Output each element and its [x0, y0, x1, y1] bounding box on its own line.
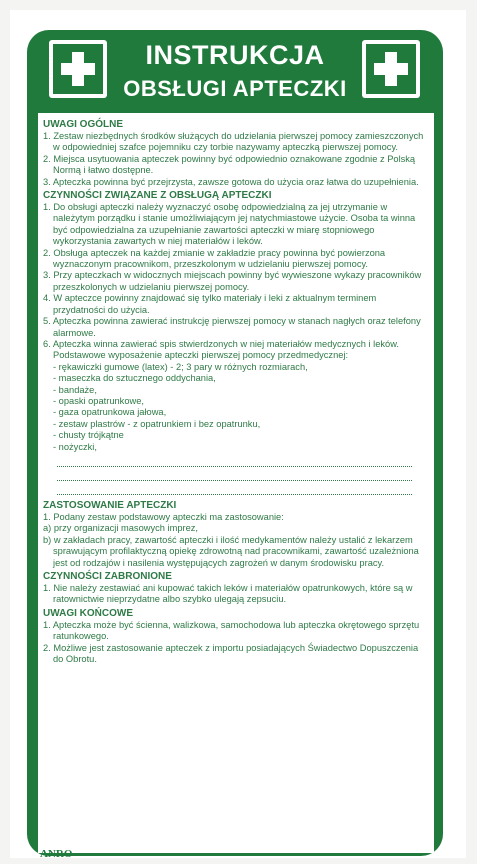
blank-fill-line: [57, 458, 412, 467]
equipment-intro: Podstawowe wyposażenie apteczki pierwszej pomocy przedmedycznej:: [53, 350, 349, 361]
equipment-item: - zestaw plastrów - z opatrunkiem i bez opatrunku,: [53, 418, 261, 429]
list-item: 6. Apteczka winna zawierać spis stwierdzonych w niej materiałów medycznych i leków.: [43, 338, 400, 349]
list-item: 2. Miejsca usytuowania apteczek powinny być odpowiednio oznakowane zgodnie z Polską Normą i łatwo dostępne.: [43, 153, 416, 176]
list-item: 2. Obsługa apteczek na każdej zmianie w zakładzie pracy powinna być powierzona wyznaczonym pracownikom, przeszkolonym w udzielaniu pierwszej pomocy.: [43, 247, 386, 270]
instruction-panel: [38, 113, 434, 853]
section-heading: CZYNNOŚCI ZWIĄZANE Z OBSŁUGĄ APTECZKI: [43, 190, 272, 202]
section-heading: CZYNNOŚCI ZABRONIONE: [43, 571, 172, 582]
instruction-content: [43, 117, 430, 665]
equipment-item: - gaza opatrunkowa jałowa,: [53, 407, 167, 418]
instruction-sign: [27, 30, 443, 856]
blank-fill-line: [57, 486, 412, 495]
blank-fill-line: [57, 472, 412, 481]
section-heading: UWAGI OGÓLNE: [43, 119, 123, 130]
brand-logo: ANRO: [40, 848, 73, 860]
list-item: 1. Nie należy zestawiać ani kupować takich leków i materiałów opatrunkowych, które są w ratownictwie nieprzydatne albo szybko ulegają zepsuciu.: [43, 583, 413, 605]
equipment-item: - rękawiczki gumowe (latex) - 2; 3 pary w różnych rozmiarach,: [53, 361, 308, 372]
list-item: 1. Podany zestaw podstawowy apteczki ma zastosowanie:: [43, 511, 284, 522]
section-heading: ZASTOSOWANIE APTECZKI: [43, 499, 177, 511]
list-item: 3. Przy apteczkach w widocznych miejscach powinny być wywieszone wykazy pracowników przeszkolonych w udzielaniu pierwszej pomocy.: [43, 270, 422, 292]
list-item: 1. Apteczka może być ścienna, walizkowa, samochodowa lub apteczka okrętowego sprzętu ratunkowego.: [43, 619, 420, 642]
list-item: 1. Do obsługi apteczki należy wyznaczyć osobę odpowiedzialną za jej utrzymanie w należytym porządku i stanie umożliwiającym jej natychmiastowe użycie. Osoba ta winna być odpowiedzialna za uzupełnianie zawartości apteczki w miarę stopniowego wykorzystania zawartych w niej materiałów i leków.: [43, 202, 416, 247]
equipment-item: - opaski opatrunkowe,: [53, 395, 144, 406]
sub-item: a) przy organizacji masowych imprez,: [43, 523, 198, 534]
section-heading: UWAGI KOŃCOWE: [43, 607, 133, 619]
equipment-item: - chusty trójkątne: [53, 430, 124, 441]
first-aid-cross-icon: [362, 40, 420, 98]
equipment-item: - maseczka do sztucznego oddychania,: [53, 373, 216, 384]
list-item: 2. Możliwe jest zastosowanie apteczek z importu posiadających Świadectwo Dopuszczenia do Obrotu.: [43, 642, 419, 665]
title-line-1: INSTRUKCJA: [145, 40, 325, 70]
sign-header: [27, 30, 443, 110]
list-item: 1. Zestaw niezbędnych środków służących do udzielania pierwszej pomocy zamieszczonych w odpowiedniej szafce pojemniku czy torbie nazywamy apteczką pierwszej pomocy.: [43, 131, 424, 153]
list-item: 4. W apteczce powinny znajdować się tylko materiały i leki z aktualnym terminem przydatności do użycia.: [43, 293, 377, 315]
list-item: 3. Apteczka powinna być przejrzysta, zawsze gotowa do użycia oraz łatwa do uzupełnienia.: [43, 176, 419, 187]
first-aid-cross-icon: [49, 40, 107, 98]
title-line-2: OBSŁUGI APTECZKI: [123, 76, 347, 101]
equipment-item: - nożyczki,: [53, 441, 97, 452]
list-item: 5. Apteczka powinna zawierać instrukcję pierwszej pomocy w stanach nagłych oraz telefony alarmowe.: [43, 316, 421, 338]
equipment-item: - bandaże,: [53, 384, 97, 395]
sub-item: b) w zakładach pracy, zawartość apteczki i ilość medykamentów należy ustalić z lekarzem sprawującym profilaktyczną opiekę zdrowotną nad pracownikami, zawartość uzależniona jest od rodzajów i nasilenia występujących zagrożeń w danym środowisku pracy.: [43, 534, 419, 568]
